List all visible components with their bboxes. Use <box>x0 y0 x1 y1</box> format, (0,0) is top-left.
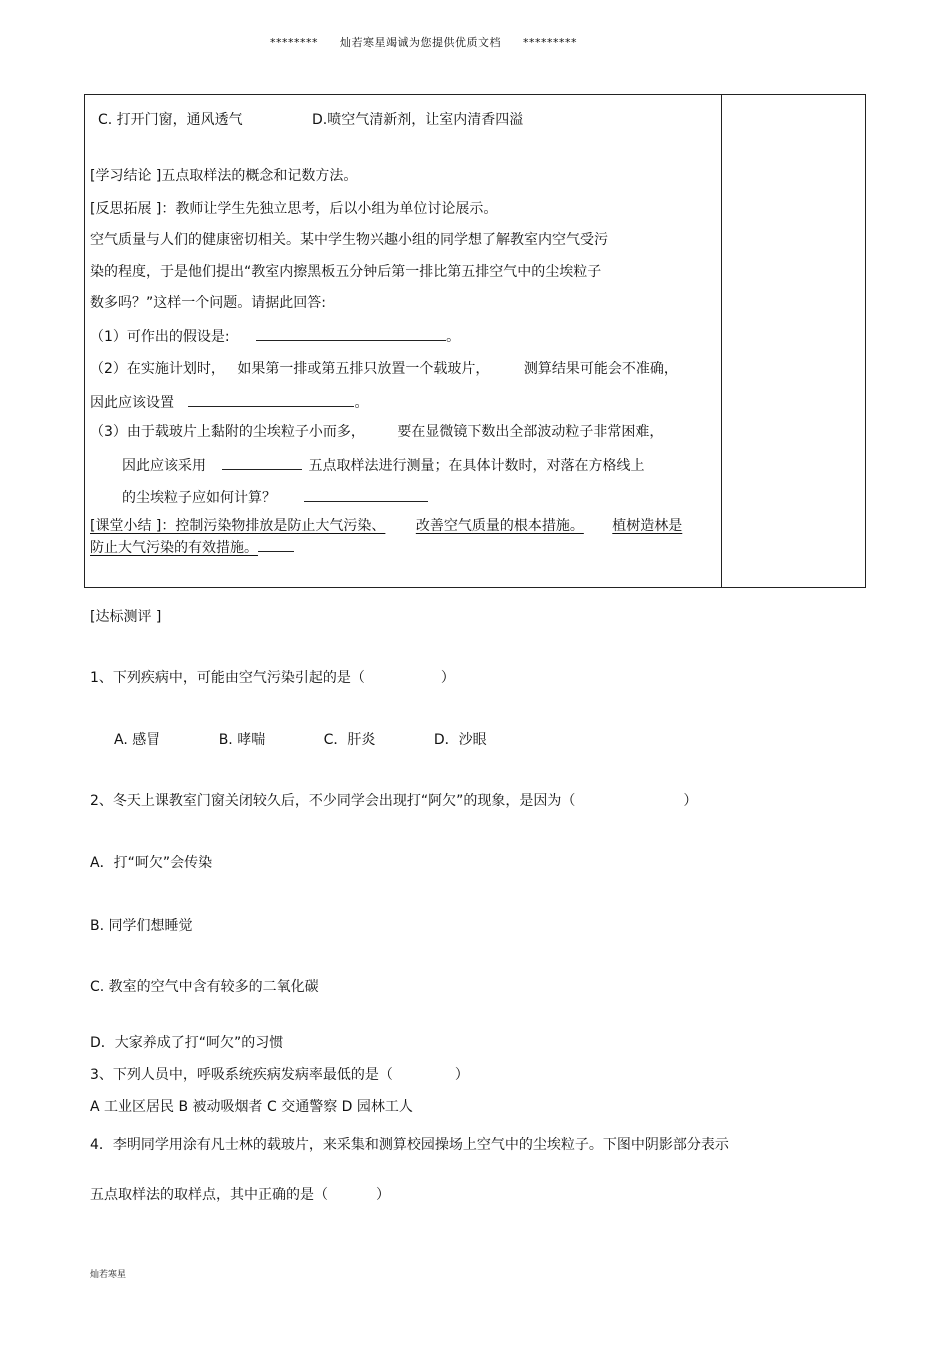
answer-blank-1 <box>256 326 446 341</box>
option-d: D.喷空气清新剂，让室内清香四溢 <box>312 112 524 128</box>
table-column-divider <box>721 94 722 588</box>
option-c: C. 打开门窗，通风透气 <box>98 112 243 128</box>
test-question-3-close: ） <box>454 1067 469 1083</box>
test-question-1-options <box>114 731 487 749</box>
question-2-line-2 <box>90 392 368 412</box>
answer-blank-4 <box>304 487 428 502</box>
summary-trailing-line <box>258 537 294 552</box>
question-1-suffix: 。 <box>446 329 461 345</box>
test-question-4-line-2 <box>90 1186 390 1204</box>
q1-option-c: C．肝炎 <box>323 732 376 748</box>
q1-option-d: D．沙眼 <box>433 732 487 748</box>
question-1-line <box>90 326 460 346</box>
test-question-2 <box>90 792 697 810</box>
class-summary-line-1 <box>90 517 682 535</box>
reflection-extension: [反思拓展 ]：教师让学生先独立思考，后以小组为单位讨论展示。 <box>90 201 498 217</box>
question-3-part-b: 要在显微镜下数出全部波动粒子非常困难， <box>397 424 664 440</box>
learning-conclusion: [学习结论 ]五点取样法的概念和记数方法。 <box>90 168 358 184</box>
question-3-line-2-b: 五点取样法进行测量；在具体计数时，对落在方格线上 <box>308 458 645 474</box>
q2-option-b: B. 同学们想睡觉 <box>90 918 193 934</box>
summary-part-a: [课堂小结 ]：控制污染物排放是防止大气污染、 <box>90 518 386 534</box>
question-3-line-2-a: 因此应该采用 <box>122 458 206 474</box>
test-heading: [达标测评 ] <box>90 609 162 625</box>
test-question-3-text: 3、下列人员中，呼吸系统疾病发病率最低的是（ <box>90 1067 393 1083</box>
q2-option-c: C. 教室的空气中含有较多的二氧化碳 <box>90 979 319 995</box>
page-header <box>270 34 591 52</box>
question-2-line-2-text: 因此应该设置 <box>90 395 174 411</box>
test-question-4-line-1: 4．李明同学用涂有凡士林的载玻片，来采集和测算校园操场上空气中的尘埃粒子。下图中阴影部分表示 <box>90 1137 729 1153</box>
test-question-2-close: ） <box>683 793 698 809</box>
question-2-suffix: 。 <box>354 395 369 411</box>
header-stars-right: ********* <box>523 36 577 49</box>
summary-part-c: 植树造林是 <box>612 518 683 534</box>
question-2-part-b: 如果第一排或第五排只放置一个载玻片， <box>237 361 490 377</box>
test-question-4-close: ） <box>376 1187 390 1203</box>
page-footer: 灿若寒星 <box>90 1270 127 1280</box>
paragraph-line-1: 空气质量与人们的健康密切相关。某中学生物兴趣小组的同学想了解教室内空气受污 <box>90 232 608 248</box>
question-3-part-a: （3）由于载玻片上黏附的尘埃粒子小而多， <box>90 424 365 440</box>
paragraph-line-2: 染的程度，于是他们提出“教室内擦黑板五分钟后第一排比第五排空气中的尘埃粒子 <box>90 264 602 280</box>
q1-option-b: B. 哮喘 <box>218 732 266 748</box>
test-question-3-options: A 工业区居民 B 被动吸烟者 C 交通警察 D 园林工人 <box>90 1099 413 1115</box>
header-stars-left: ******** <box>270 36 318 49</box>
test-question-1-close: ） <box>440 670 455 686</box>
q2-option-d: D．大家养成了打“呵欠”的习惯 <box>90 1035 284 1051</box>
test-question-4-text: 五点取样法的取样点，其中正确的是（ <box>90 1187 328 1203</box>
question-2-part-c: 测算结果可能会不准确， <box>523 361 678 377</box>
test-question-1-text: 1、下列疾病中，可能由空气污染引起的是（ <box>90 670 365 686</box>
test-question-2-text: 2、冬天上课教室门窗关闭较久后，不少同学会出现打“阿欠”的现象，是因为（ <box>90 793 576 809</box>
question-3-line-3 <box>122 487 428 507</box>
q1-option-a: A. 感冒 <box>114 732 161 748</box>
q2-option-a: A．打“呵欠”会传染 <box>90 855 213 871</box>
question-1-prefix: （1）可作出的假设是: <box>90 329 230 345</box>
question-3-line-1 <box>90 423 663 441</box>
summary-part-b: 改善空气质量的根本措施。 <box>415 518 584 534</box>
question-3-line-3-text: 的尘埃粒子应如何计算？ <box>122 490 276 506</box>
paragraph-line-3: 数多吗？”这样一个问题。请据此回答: <box>90 295 326 311</box>
answer-blank-2 <box>188 392 354 407</box>
test-question-1 <box>90 669 455 687</box>
class-summary-line-2 <box>90 537 294 557</box>
question-2-line-1 <box>90 360 678 378</box>
question-3-line-2 <box>122 455 644 475</box>
test-question-3 <box>90 1066 469 1084</box>
header-title: 灿若寒星竭诚为您提供优质文档 <box>340 36 501 49</box>
summary-line-2: 防止大气污染的有效措施。 <box>90 540 258 556</box>
question-2-part-a: （2）在实施计划时， <box>90 361 225 377</box>
answer-blank-3 <box>222 455 302 470</box>
